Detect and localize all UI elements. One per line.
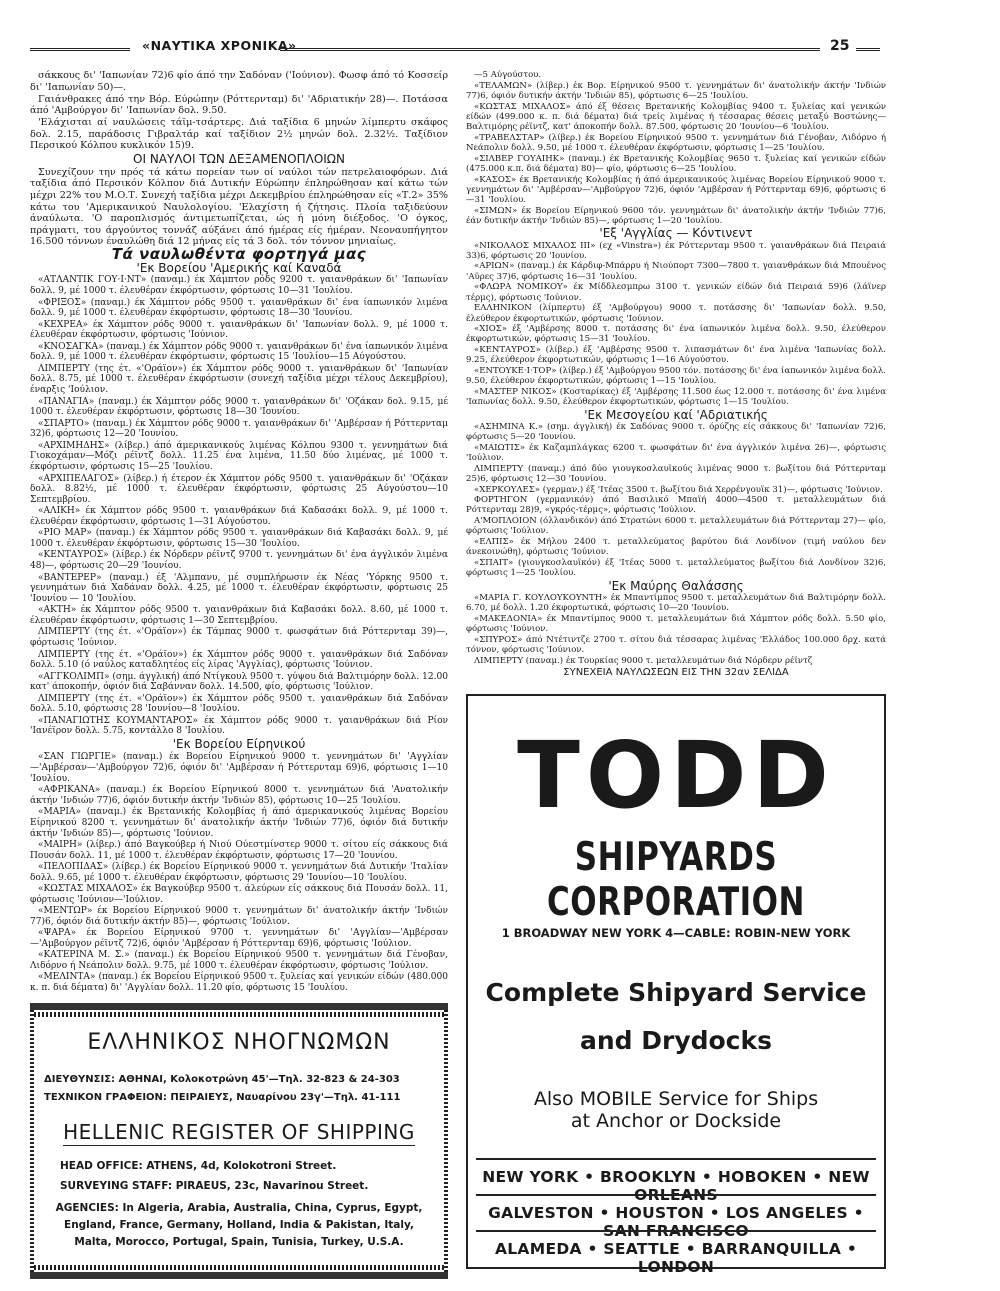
charter-entry: «ΚΝΟΣΑΓΚΑ» (παναμ.) έκ Χάμπτον ρόδς 9000 τ. γαιανθράκων δι' ένα ίαπωνικόν λιμένα δολλ. 9, μέ 1000 τ. έλευθέραν έκφόρτωσιν, φόρτωσις 15 'Ιουλίου—15 Αύγούστου. (30, 341, 448, 363)
charter-entry: «ΧΕΡΚΟΥΛΕΣ» (γερμαν.) έξ 'Ιτέας 3500 τ. βωξίτου διά Χερρένγουϊκ 31)—, φόρτωσις 'Ιούνιον. (474, 484, 883, 495)
hrs-english-title-text: HELLENIC REGISTER OF SHIPPING (63, 1120, 415, 1144)
todd-corporation: SHIPYARDS CORPORATION (547, 835, 805, 925)
header-rule-left (30, 48, 130, 51)
intro-paragraph: Γαιάνθρακες άπό την Βόρ. Εύρώπην (Ρόττερνταμ) δι' 'Αδριατικήν 28)—. Ποτάσσα άπό 'Αμβούργον δι' 'Ιαπωνίαν δολ. 9.50. (30, 93, 448, 117)
todd-address: 1 BROADWAY NEW YORK 4—CABLE: ROBIN-NEW YORK (501, 926, 851, 940)
left-column (30, 70, 448, 994)
charter-entry: «ΜΑΚΕΔΟΝΙΑ» έκ Μπαντίμπος 9000 τ. μεταλλευμάτων διά Χάμπτον ρόδς δολλ. 5.50 φίο, φόρτωσις 'Ιούνιον. (466, 613, 886, 634)
charter-entry: «ΚΕΧΡΕΑ» έκ Χάμπτον ρόδς 9000 τ. γαιανθράκων δι' 'Ιαπωνίαν δολλ. 9, μέ 1000 τ. έλευθέραν έκφόρτωσιν, φόρτωσις 'Ιούνιον. (30, 319, 448, 341)
charter-entry: «ΠΕΛΟΠΙΔΑΣ» (λίβερ.) έκ Βορείου Είρηνικού 9000 τ. γεννημάτων διά Δυτικήν 'Ιταλίαν δολλ. 9.65, μέ 1000 τ. έλευθέραν έκφόρτωσιν, φόρτωσις 29 'Ιουνίου—10 'Ιουλίου. (30, 861, 448, 883)
charter-entry: «ΑΛΙΚΗ» έκ Χάμπτον ρόδς 9500 τ. γαιανθράκων διά Καδασάκι δολλ. 9, μέ 1000 τ. έλευθέραν έκφόρτωσιν, φόρτωσις 1—31 Αύγούστου. (30, 506, 448, 528)
todd-cities-row3: ALAMEDA • SEATTLE • BARRANQUILLA • LONDON (494, 1240, 858, 1276)
charter-entry: «ΒΑΝΤΕΡΕΡ» (παναμ.) έξ 'Αλμπανυ, μέ συμπλήρωσιν έκ Νέας 'Υόρκης 9500 τ. γεννημάτων διά Χαδάναν δολλ. 4.25, μέ 1000 τ. έλευθέραν έκφόρτωσιν, φόρτωσις 25 'Ιουνίου — 10 'Ιουλίου. (30, 572, 448, 605)
charter-entry: «ΣΠΑΙΤ» (γιουγκοσλαυϊκόν) έξ 'Ιτέας 5000 τ. μεταλλεύματος βωξίτου διά Λονδίνον 32)6, φόρτωσις 1—25 'Ιουλίου. (466, 558, 886, 579)
charter-entry: «ΑΡΧΙΜΗΔΗΣ» (λίβερ.) άπό άμερικανικούς λιμένας Κόλπου 9300 τ. γεννημάτων διά Γιοκοχάμαν—Μόζι ρέϊντζ δολλ. 11.25 ένα λιμένα, 11.50 δύο λιμένας, μέ 1000 τ. έκφόρτωσιν, φόρτωσις 15—25 'Ιουλίου. (30, 440, 448, 473)
charter-entry: «ΑΤΛΑΝΤΙΚ ΓΟΥ·Ι·ΝΤ» (παναμ.) έκ Χάμπτον ρόδς 9200 τ. γαιανθράκων δι' 'Ιαπωνίαν δολλ. 9, μέ 1000 τ. έλευθέραν έκφόρτωσιν, φόρτωσις 10—31 'Ιουλίου. (30, 275, 448, 297)
charter-entry: «ΑΣΗΜΙΝΑ Κ.» (σημ. άγγλική) έκ Σαδόνας 9000 τ. όρύζης είς σάκκους δι' 'Ιαπωνίαν 72)6, φόρτωσις 5—20 'Ιουνίου. (466, 421, 886, 442)
header-rule-middle (280, 48, 820, 51)
charter-entry: Α'ΜΟΠΛΟΙΟΝ (όλλανδικόν) άπό Στρατώνι 6000 τ. μεταλλευμάτων διά Ρόττερνταμ 27)— φίο, φόρτωσις 'Ιούλιον. (466, 516, 886, 537)
tanker-paragraph: Συνεχίζουν την πρός τά κάτω πορείαν των οί ναύλοι τών πετρελαιοφόρων. Διά ταξίδια άπό Περσικόν Κόλπον διά Δυτικήν Εύρώπην έπληρώθησαν καί κάτω τών μέχρι 22% του Μ.Ο.Τ. Συνεχή ταξίδια μέχρι Δεκεμβρίου έπληρώθησαν είς «Τ.2» 35% κάτω του 'Αμερικανικού Ναυλολογίου. 'Ελαχίστη ή ζήτησις. Πλοία ταξιδεύουν άναύλωτα. 'Ο παροπλισμός άντιμετωπίζεται, ώς ή μόνη διέξοδος. 'Ο όγκος, πράγματι, του άργούντος τοννάζ αύξάνει άπό ήμέρας είς ήμέραν. Νεοναυπήγητον 16.500 τόννων έναυλώθη διά 12 μήνας είς τά 3 δολ. τόν τόννον μηνιαίως. (30, 166, 448, 248)
charter-entry: «ΤΡΑΒΕΛΣΤΑΡ» (λίβερ.) έκ Βορείου Είρηνικού 9500 τ. γεννημάτων διά Γένοβαν, Λιδόρνο ή Νεάπολιν δολλ. 9.50, μέ 1000 τ. έλευθέραν έκφόρτωσιν, φόρτωσις 1—25 'Ιουλίου. (466, 132, 886, 154)
hrs-surveying-staff: SURVEYING STAFF: PIRAEUS, 23c, Navarinou Street. (60, 1180, 369, 1192)
section-title-mediterranean: 'Εκ Μεσογείου καί 'Αδριατικής (584, 407, 768, 422)
charter-entry: «ΚΩΣΤΑΣ ΜΙΧΑΛΟΣ» έκ Βαγκούβερ 9500 τ. άλεύρων είς σάκκους διά Πουσάν δολλ. 11, φόρτωσις 'Ιούνιον—'Ιούλιον. (30, 883, 448, 905)
todd-mobile-line2: at Anchor or Dockside (570, 1110, 782, 1132)
todd-divider (476, 1194, 876, 1196)
intro-paragraph: 'Ελάχισται αί ναυλώσεις τάϊμ-τσάρτερς. Διά ταξίδια 6 μηνών λίμπερτυ σκάφος δολ. 2.15, παράδοσις Γιβραλτάρ καί ταξίδιον 2½ μηνών δολ. 2.32½. Ταξίδιον Περσικού Κόλπου κυκλικόν 15)9. (30, 117, 448, 152)
todd-cities-row2: GALVESTON • HOUSTON • LOS ANGELES • SAN FRANCISCO (488, 1204, 864, 1240)
charter-entry: «ΡΙΟ ΜΑΡ» (παναμ.) έκ Χάμπτον ρόδς 9500 τ. γαιανθράκων διά Καβασάκι δολλ. 9, μέ 1000 τ. έλευθέραν έκφόρτωσιν, φόρτωσις 15—30 'Ιουλίου. (30, 528, 448, 550)
charter-entry: «ΑΦΡΙΚΑΝΑ» (παναμ.) έκ Βορείου Είρηνικού 8000 τ. γεννημάτων διά 'Ανατολικήν άκτήν 'Ινδιών 77)6, όφιόν δυτικήν άκτήν 'Ινδιών 85), φόρτωσις 10—25 'Ιουλίου. (30, 784, 448, 806)
charter-entry: «ΚΕΝΤΑΥΡΟΣ» (λίβερ.) έκ Νόρδερν ρέϊντζ 9700 τ. γεννημάτων δι' ένα άγγλικόν λιμένα 48)—, φόρτωσις 20—29 'Ιουνίου. (30, 550, 448, 572)
charter-entry: ΛΙΜΠΕΡΤΥ (παναμ.) άπό δύο γιουγκοσλαυϊκούς λιμένας 9000 τ. βωξίτου διά Ρόττερνταμ 25)6, φόρτωσις 12—30 'Ιουνίου. (466, 463, 886, 484)
todd-service-line2: and Drydocks (579, 1026, 773, 1055)
charter-entry: ΛΙΜΠΕΡΤΥ (της έτ. «'Οράϊον») έκ Χάμπτον ρόδς 9000 τ. γαιανθράκων δι' 'Ιαπωνίαν δολλ. 8.75, μέ 1000 τ. έλευθέραν έκφόρτωσιν (συνεχή ταξίδια μέχρι τέλους Δεκεμβρίου), έναρξις 'Ιούλιον. (30, 363, 448, 396)
charter-entry: «ΤΕΛΑΜΩΝ» (λίβερ.) έκ Βορ. Είρηνικού 9500 τ. γεννημάτων δι' άνατολικήν άκτήν 'Ινδιών 77)6, όφιόν δυτικήν άκτήν 'Ινδιών 85), φόρτωσις 6—25 'Ιουλίου. (466, 80, 886, 101)
charter-entry: ΛΙΜΠΕΡΤΥ (της έτ. «'Οράϊον») έκ Τάμπας 9000 τ. φωσφάτων διά Ρόττερνταμ 39)—, φόρτωσις 'Ιούνιον. (30, 627, 448, 649)
charter-entry: ΦΟΡΤΗΓΟΝ (γερμανικόν) άπό Βασιλικό Μπαϊή 4000—4500 τ. μεταλλευμάτων διά Ρόττερνταμ 28)9, «γκρός-τέρμς», φόρτωσις 'Ιούλιον. (466, 495, 886, 516)
charter-entry: «ΕΛΠΙΣ» έκ Μήλου 2400 τ. μεταλλεύματος βαρύτου διά Λονδίνον (τιμή ναύλου δεν άνεκοινώθη), φόρτωσις 'Ιούνιον. (466, 537, 886, 558)
charter-entry: «ΜΑΙΡΗ» (λίβερ.) άπό Βαγκούβερ ή Νιού Ούεστμίνστερ 9000 τ. σίτου είς σάκκους διά Πουσάν δολλ. 11, μέ 1000 τ. έλευθέραν έκφόρτωσιν, φόρτωσις 17—20 'Ιουνίου. (30, 839, 448, 861)
charter-entry: «ΠΑΝΑΓΙΩΤΗΣ ΚΟΥΜΑΝΤΑΡΟΣ» έκ Χάμπτον ρόδς 9000 τ. γαιανθράκων διά Ρίον 'Ιανέϊρον δολλ. 5.75, κοντάλλο 8 'Ιουλίου. (30, 715, 448, 737)
charter-entry: «ΣΠΥΡΟΣ» άπό Ντέτιντζε 2700 τ. σίτου διά τέσσαρας λιμένας 'Ελλάδος 100.000 δρχ. κατά τόννον, φόρτωσις 'Ιούνιον. (466, 634, 886, 655)
ad-border-pattern (30, 1012, 448, 1017)
todd-cities-row1: NEW YORK • BROOKLYN • HOBOKEN • NEW ORLEANS (482, 1168, 870, 1204)
todd-service-line1: Complete Shipyard Service (485, 978, 867, 1007)
charter-entry: —5 Αύγούστου. (474, 70, 542, 80)
magazine-title: «ΝΑΥΤΙΚΑ ΧΡΟΝΙΚΑ» (142, 38, 297, 53)
charter-entry: «ΜΑΡΙΑ» (παναμ.) έκ Βρετανικής Κολομβίας ή άπό άμερικανικούς λιμένας Βορείου Είρηνικού 8200 τ. γεννημάτων δι' άνατολικήν άκτήν 'Ινδιών 77)6, όφιόν διά δυτικήν άκτήν 'Ινδιών 85)—, φόρτωσις 'Ιούνιον. (30, 806, 448, 839)
page-header (30, 38, 880, 60)
charter-entry: ΛΙΜΠΕΡΤΥ (της έτ. «'Οράϊον») έκ Χάμπτον ρόδς 9000 τ. γαιανθράκων διά Σαδόναν δολλ. 5.10 (ό ναύλος καταδλητέος είς λίρας 'Αγγλίας), φόρτωσις 'Ιούνιον. (30, 649, 448, 671)
charter-entry: «ΚΕΝΤΑΥΡΟΣ» (λίβερ.) έξ 'Αμβέρσης 9500 τ. λιπασμάτων δι' ένα λιμένα 'Ιαπωνίας δολλ. 9.25, έλεύθερον έκφορτωτικών, φόρτωσις 1—16 Αύγούστου. (466, 345, 886, 366)
hrs-english-title (30, 1120, 448, 1144)
charter-entry: «ΜΕΝΤΩΡ» έκ Βορείου Είρηνικού 9000 τ. γεννημάτων δι' άνατολικήν άκτήν 'Ινδιών 77)6, όφιόν διά δυτικήν άκτήν 85)—, φόρτωσις 'Ιούλιον. (30, 905, 448, 927)
charter-entry: «ΜΑΣΤΕΡ ΝΙΚΟΣ» (Κοσταρίκας) έξ 'Αμβέρσης 11.500 έως 12.000 τ. ποτάσσης δι' ένα λιμένα 'Ιαπωνίας δολλ. 9.50, έλεύθερον έκφορτωτικών, φόρτωσις 1—15 'Ιουλίου. (466, 387, 886, 408)
charter-entry: ΛΙΜΠΕΡΤΥ (της έτ. «'Οράϊον») έκ Χάμπτον ρόδς 9500 τ. γαιανθράκων διά Σαδόναν δολλ. 5.10, φόρτωσις 28 'Ιουνίου—8 'Ιουλίου. (30, 693, 448, 715)
charter-entry: «ΚΑΤΕΡΙΝΑ Μ. Σ.» (παναμ.) έκ Βορείου Είρηνικού 9500 τ. γεννημάτων διά Γένοβαν, Λιδόρνο ή Νεάπολιν δολλ. 9.75, μέ 1000 τ. έλευθέραν έκφόρτωσιν, φόρτωσις 'Ιούλιον. (30, 950, 448, 971)
charter-entry: «ΕΝΤΟΥΚΕ·Ι·ΤΟΡ» (λίβερ.) έξ 'Αμβούργου 9500 τόν. ποτάσσης δι' ένα ίαπωνικόν λιμένα δολλ. 9.50, έλεύθερον έκφορτωτικών, φόρτωσις 1—15 'Ιουλίου. (466, 366, 886, 387)
charter-entry: «ΨΑΡΑ» έκ Βορείου Είρηνικού 9700 τ. γεννημάτων δι' 'Αγγλίαν—'Αμβέρσαν—'Αμβούργον ρέϊντζ 72)6, όφιόν 'Αμβέρσαν ή Ρόττερνταμ 69)6, φόρτωσις 'Ιούλιον. (30, 928, 448, 949)
todd-logo-text: TODD (517, 722, 835, 829)
hrs-agencies: AGENCIES: In Algeria, Arabia, Australia, China, Cyprus, Egypt, England, France, Germany, Holland, India & Pakistan, Italy, Malta, Morocco, Portugal, Spain, Tunisia, Turkey, U.S.A. (55, 1202, 423, 1248)
hrs-address: ΔΙΕΥΘΥΝΣΙΣ: ΑΘΗΝΑΙ, Κολοκοτρώνη 45'—Τηλ. 32-823 & 24-303 (44, 1074, 400, 1085)
continuation-note: ΣΥΝΕΧΕΙΑ ΝΑΥΛΩΣΕΩΝ ΕΙΣ ΤΗΝ 32αν ΣΕΛΙΔΑ (563, 666, 789, 678)
section-black-sea-list (466, 593, 886, 666)
section-north-america-list (30, 275, 448, 737)
todd-divider (476, 1158, 876, 1160)
charter-entry: «ΧΙΟΣ» έξ 'Αμβέρσης 8000 τ. ποτάσσης δι' ένα ίαπωνικόν λιμένα δολλ. 9.50, έλεύθερον έκφορτωτικών, φόρτωσις 15—31 'Ιουλίου. (466, 324, 886, 345)
section-title-north-pacific: 'Εκ Βορείου Είρηνικού (172, 737, 306, 752)
charter-entry: «ΣΙΛΒΕΡ ΓΟΥΑΙΗΚ» (παναμ.) έκ Βρετανικής Κολομβίας 9650 τ. ξυλείας καί γενικών είδών (475.000 κ.π. διά δέματα) 80)— φίο, φόρτωσις 6—25 'Ιουλίου. (466, 153, 886, 174)
header-rule-right (856, 48, 880, 51)
charter-entry: «ΜΕΛΙΝΤΑ» (παναμ.) έκ Βορείου Είρηνικού 9500 τ. ξυλείας καί γενικών είδών (480.000 κ. π. διά δέματα) δι' 'Αγγλίαν δολλ. 11.20 φίο, φόρτωσις 15 'Ιουλίου. (30, 972, 448, 993)
charter-entry: «ΑΡΧΙΠΕΛΑΓΟΣ» (λίβερ.) ή έτερον έκ Χάμπτον ρόδς 9500 τ. γαιανθράκων δι' 'Οζάκαν δολλ. 8.82½, μέ 1000 τ. έλευθέραν έκφόρτωσιν, φόρτωσις 25 Αύγούστου—10 Σεπτεμβρίου. (30, 473, 448, 506)
charter-entry: «ΑΓΓΚΟΛΙΜΠ» (σημ. άγγλική) άπό Ντίγκουλ 9500 τ. γύψου διά Βαλτιμόρην δολλ. 12.00 κατ' άποκοπήν, όφιόν διά Σαβάνναν δολλ. 14.500, φίο, φόρτωσις 'Ιούλιον. (30, 671, 448, 693)
todd-shipyards-ad (466, 694, 886, 1276)
section-title-england-continent: 'Εξ 'Αγγλίας — Κόντινεντ (599, 226, 753, 241)
section-mediterranean-list (466, 422, 886, 579)
hrs-greek-title: ΕΛΛΗΝΙΚΟΣ ΝΗΟΓΝΩΜΩΝ (87, 1030, 391, 1055)
intro-paragraph: σάκκους δι' 'Ιαπωνίαν 72)6 φίο άπό την Σαδόναν ('Ιούνιον). Φωσφ άπό τό Κοσσείρ δι' 'Ιαπωνίαν 50)—. (30, 70, 448, 93)
section-england-continent-list (466, 241, 886, 408)
section-title-north-america: 'Εκ Βορείου 'Αμερικής καί Καναδά (136, 260, 342, 275)
hellenic-register-ad (30, 1003, 448, 1279)
charter-entry: «ΚΩΣΤΑΣ ΜΙΧΑΛΟΣ» άπό έξ θέσεις Βρετανικής Κολομβίας 9400 τ. ξυλείας καί γενικών είδών (499.000 κ. π. διά δέματα) διά τρείς λιμένας ή τέσσαρας θέσεις μεταξύ Βοστώνης—Βαλτιμόρης ρέϊντζ, κατ' άποκοπήν δολλ. 87.500, φόρτωσις 20 'Ιουνίου—6 'Ιουλίου. (466, 101, 886, 133)
charter-entry: «ΜΑΡΙΑ Γ. ΚΟΥΛΟΥΚΟΥΝΤΗ» έκ Μπαντίμπος 9500 τ. μεταλλευμάτων διά Βαλτιμόρην δολλ. 6.70, μέ δολλ. 1.20 έκφορτωτικά, φόρτωσις 10—20 'Ιουνίου. (466, 592, 886, 613)
tanker-heading: ΟΙ ΝΑΥΛΟΙ ΤΩΝ ΔΕΞΑΜΕΝΟΠΛΟΙΩΝ (133, 152, 345, 167)
charter-entry: «ΣΙΜΩΝ» έκ Βορείου Είρηνικού 9600 τόν. γεννημάτων δι' άνατολικήν άκτήν 'Ινδιών 77)6, έάν δυτικήν άκτήν 'Ινδιών 85)—, φόρτωσις 1—20 'Ιουλίου. (466, 205, 886, 227)
charter-entry: «ΚΑΣΟΣ» έκ Βρετανικής Κολομβίας ή άπό άμερικανικούς λιμένας Βορείου Είρηνικού 9000 τ. γεννημάτων δι' 'Αμβέρσαν—'Αμβούργον 72)6, όφιόν 'Αμβέρσαν ή Ρόττερνταμ 69)6, φόρτωσις 6—31 'Ιουλίου. (466, 174, 886, 206)
intro-section (30, 70, 448, 152)
charter-entry: ΛΙΜΠΕΡΤΥ (παναμ.) έκ Τουρκίας 9000 τ. μεταλλευμάτων διά Νόρδερν ρέϊντζ (474, 655, 813, 666)
charter-entry: «ΠΑΝΑΓΙΑ» (παναμ.) έκ Χάμπτον ρόδς 9000 τ. γαιανθράκων δι' 'Οζάκαν δολ. 9.15, μέ 1000 τ. έλευθέραν έκφόρτωσιν, φόρτωσις 18—30 'Ιουνίου. (30, 396, 448, 418)
ad-border-pattern (30, 1265, 448, 1270)
charter-entry: «ΦΛΩΡΑ ΝΟΜΙΚΟΥ» έκ Μίδδλεσμπρω 3100 τ. γενικών είδών διά Πειραιά 59)6 (λάϊνερ τέρμς), φόρτωσις 'Ιούνιον. (466, 282, 886, 303)
charter-entry: «ΣΑΝ ΓΙΩΡΓΙΕ» (παναμ.) έκ Βορείου Είρηνικού 9000 τ. γεννημάτων δι' 'Αγγλίαν—'Αμβέρσαν—'Αμβούργον 72)6, όφιόν δι' 'Αμβέρσαν ή Ρόττερνταμ 69)6, φόρτωσις 1—10 'Ιουλίου. (30, 752, 448, 784)
section-north-pacific-list (30, 752, 448, 994)
charter-entry: «ΦΡΙΞΟΣ» (παναμ.) έκ Χάμπτον ρόδς 9500 τ. γαιανθράκων δι' ένα ίαπωνικόν λιμένα δολλ. 9, μέ 1000 τ. έλευθέραν έκφόρτωσιν, φόρτωσις 18—30 'Ιουνίου. (30, 297, 448, 319)
charter-entry: «ΑΚΤΗ» έκ Χάμπτον ρόδς 9500 τ. γαιανθράκων διά Καβασάκι δολλ. 8.60, μέ 1000 τ. έλευθέραν έκφόρτωσιν, φόρτωσις 1—30 Σεπτεμβρίου. (30, 605, 448, 627)
charter-entry: ΕΛΛΗΝΙΚΟΝ (λίμπερτυ) έξ 'Αμβούργου) 9000 τ. ποτάσσης δι' 'Ιαπωνίαν δολλ. 9.50, έλεύθερον έκφορτωτικών, φόρτωσις 'Ιούνιον. (466, 303, 886, 324)
page-number: 25 (830, 38, 850, 54)
charter-entry: «ΣΠΑΡΤΟ» (παναμ.) έκ Χάμπτον ρόδς 9000 τ. γαιανθράκων δι' 'Αμβέρσαν ή Ρόττερνταμ 32)6, φόρτωσις 12—20 'Ιουνίου. (30, 418, 448, 440)
todd-mobile-line1: Also MOBILE Service for Ships (533, 1088, 819, 1110)
chartered-ships-title: Τά ναυλωθέντα φορτηγά μας (111, 244, 367, 263)
todd-divider (476, 1230, 876, 1232)
section-title-black-sea: 'Εκ Μαύρης Θαλάσσης (608, 578, 744, 593)
right-column (466, 70, 886, 678)
charter-entry: «ΑΡΙΩΝ» (παναμ.) έκ Κάρδιφ-Μπάρρυ ή Νιούπορτ 7300—7800 τ. γαιανθράκων διά Μπουένος 'Αϋρες 37)6, φόρτωσις 16—31 'Ιουλίου. (466, 261, 886, 282)
hrs-technical-office: ΤΕΧΝΙΚΟΝ ΓΡΑΦΕΙΟΝ: ΠΕΙΡΑΙΕΥΣ, Ναυαρίνου 23γ'—Τηλ. 41-111 (44, 1092, 401, 1103)
hrs-head-office: HEAD OFFICE: ATHENS, 4d, Kolokotroni Street. (60, 1160, 337, 1172)
continued-north-pacific-list (466, 70, 886, 226)
charter-entry: «ΜΑΙΩΤΙΣ» έκ Καζαμπλάγκας 6200 τ. φωσφάτων δι' ένα άγγλικόν λιμένα 26)—, φόρτωσις 'Ιούλιον. (466, 442, 886, 463)
charter-entry: «ΝΙΚΟΛΑΟΣ ΜΙΧΑΛΟΣ ΙΙΙ» (εχ «Vinstra») έκ Ρόττερνταμ 9500 τ. γαιανθράκων διά Πειραιά 33)6, φόρτωσις 20 'Ιουνίου. (466, 240, 886, 261)
